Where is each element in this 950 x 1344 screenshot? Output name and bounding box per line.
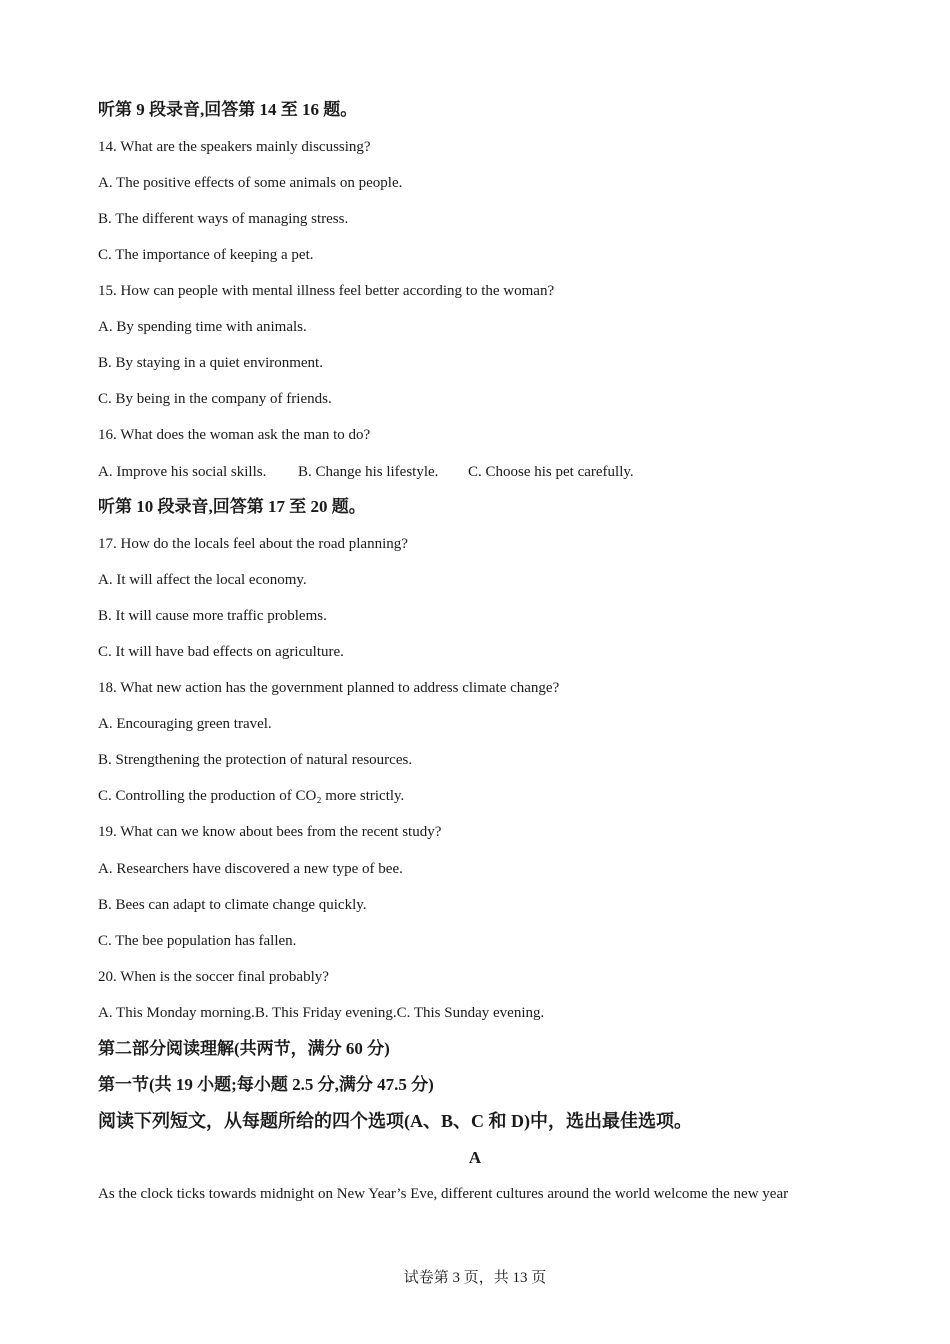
question-17-option-c: C. It will have bad effects on agriculture. [98, 644, 344, 660]
question-14-option-c: C. The importance of keeping a pet. [98, 247, 314, 263]
question-19-option-c: C. The bee population has fallen. [98, 933, 297, 949]
question-20-option-c: C. This Sunday evening. [396, 1005, 545, 1021]
question-16-option-c: C. Choose his pet carefully. [468, 464, 634, 480]
question-20: 20. When is the soccer final probably? [98, 969, 329, 985]
question-14: 14. What are the speakers mainly discussing? [98, 139, 371, 155]
question-14-option-a: A. The positive effects of some animals on people. [98, 175, 403, 191]
question-18: 18. What new action has the government planned to address climate change? [98, 680, 560, 696]
question-17-option-b: B. It will cause more traffic problems. [98, 608, 327, 624]
page-footer: 试卷第 3 页，共 13 页 [403, 1270, 547, 1286]
question-16-option-a: A. Improve his social skills. [98, 464, 267, 480]
part-2-section-1-heading: 第一节(共 19 小题;每小题 2.5 分,满分 47.5 分) [98, 1075, 434, 1094]
question-18-option-a: A. Encouraging green travel. [98, 716, 272, 732]
passage-label: A [468, 1148, 482, 1167]
question-17-option-a: A. It will affect the local economy. [98, 572, 307, 588]
question-20-options [98, 1003, 544, 1023]
question-16-options [98, 462, 634, 482]
passage-first-line: As the clock ticks towards midnight on New Year’s Eve, different cultures around the world welcome the new year [98, 1186, 789, 1202]
question-15-option-a: A. By spending time with animals. [98, 319, 307, 335]
part-2-heading: 第二部分阅读理解(共两节，满分 60 分) [98, 1039, 390, 1058]
reading-instruction: 阅读下列短文，从每题所给的四个选项(A、B、C 和 D)中，选出最佳选项。 [98, 1111, 692, 1131]
question-15: 15. How can people with mental illness feel better according to the woman? [98, 283, 555, 299]
question-19-option-a: A. Researchers have discovered a new type of bee. [98, 861, 403, 877]
section-10-heading: 听第 10 段录音,回答第 17 至 20 题。 [98, 497, 366, 516]
question-16-option-b: B. Change his lifestyle. [298, 464, 439, 480]
question-17: 17. How do the locals feel about the road planning? [98, 536, 408, 552]
question-16: 16. What does the woman ask the man to do? [98, 427, 371, 443]
question-19: 19. What can we know about bees from the recent study? [98, 824, 442, 840]
question-15-option-b: B. By staying in a quiet environment. [98, 355, 323, 371]
question-18-option-c: C. Controlling the production of CO₂ more strictly. [98, 788, 405, 804]
section-9-heading: 听第 9 段录音,回答第 14 至 16 题。 [98, 100, 358, 119]
question-15-option-c: C. By being in the company of friends. [98, 391, 332, 407]
question-20-option-b: B. This Friday evening. [254, 1005, 397, 1021]
question-18-option-b: B. Strengthening the protection of natural resources. [98, 752, 413, 768]
question-14-option-b: B. The different ways of managing stress. [98, 211, 349, 227]
question-19-option-b: B. Bees can adapt to climate change quickly. [98, 897, 367, 913]
question-20-option-a: A. This Monday morning. [98, 1005, 255, 1021]
